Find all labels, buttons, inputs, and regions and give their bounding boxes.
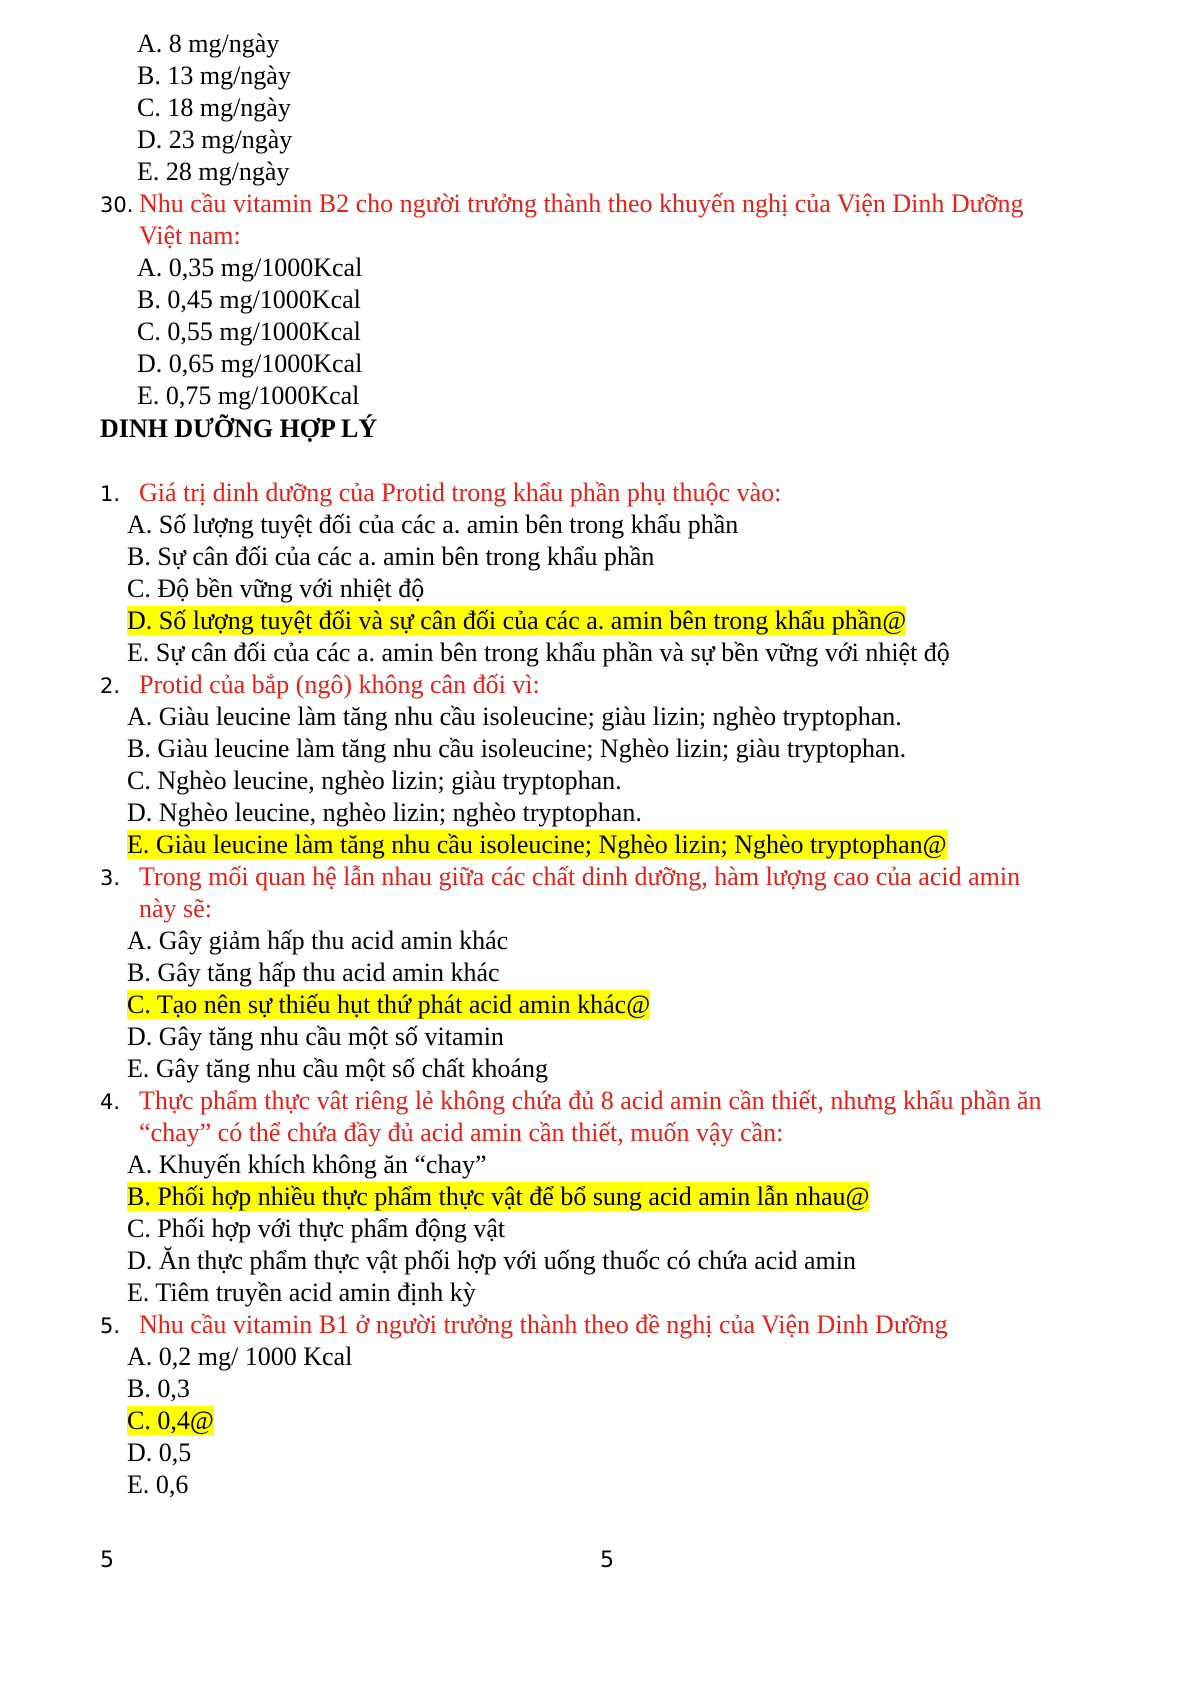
option-line: E. 0,6 — [127, 1470, 189, 1499]
option-line: C. 18 mg/ngày — [137, 93, 291, 122]
option-line: A. Khuyến khích không ăn “chay” — [127, 1150, 487, 1179]
option-line: C. Độ bền vững với nhiệt độ — [127, 574, 425, 603]
option-line: B. Sự cân đối của các a. amin bên trong khẩu phần — [127, 542, 655, 571]
option-line: D. Nghèo leucine, nghèo lizin; nghèo tryptophan. — [127, 798, 642, 827]
question-text: này sẽ: — [139, 894, 212, 923]
option-line: E. 28 mg/ngày — [137, 157, 290, 186]
option-line: D. Ăn thực phẩm thực vật phối hợp với uống thuốc có chứa acid amin — [127, 1246, 857, 1275]
question-number: 4. — [100, 1090, 121, 1114]
question-number: 30. — [100, 193, 134, 217]
option-line: E. Sự cân đối của các a. amin bên trong khẩu phần và sự bền vững với nhiệt độ — [127, 638, 950, 667]
question-text: Giá trị dinh dưỡng của Protid trong khẩu phần phụ thuộc vào: — [139, 478, 782, 507]
option-line: E. 0,75 mg/1000Kcal — [137, 381, 360, 410]
question-text: Nhu cầu vitamin B1 ở người trưởng thành theo đề nghị của Viện Dinh Dưỡng — [139, 1310, 948, 1339]
footer-page-number-center: 5 — [600, 1548, 614, 1573]
option-line: C. Nghèo leucine, nghèo lizin; giàu tryptophan. — [127, 766, 622, 795]
option-line: A. 0,2 mg/ 1000 Kcal — [127, 1342, 353, 1371]
option-line: C. 0,55 mg/1000Kcal — [137, 317, 361, 346]
question-text: Thực phẩm thực vât riêng lẻ không chứa đủ 8 acid amin cần thiết, nhưng khẩu phần ăn — [139, 1086, 1042, 1115]
question-number: 3. — [100, 866, 121, 890]
option-line: B. Giàu leucine làm tăng nhu cầu isoleucine; Nghèo lizin; giàu tryptophan. — [127, 734, 907, 763]
correct-answer — [127, 989, 650, 1021]
correct-answer — [127, 1181, 869, 1213]
question-text: “chay” có thể chứa đầy đủ acid amin cần thiết, muốn vậy cần: — [139, 1118, 784, 1147]
question-text: Protid của bắp (ngô) không cân đối vì: — [139, 670, 540, 699]
highlighted-answer: C. Tạo nên sự thiếu hụt thứ phát acid amin khác@ — [127, 990, 651, 1019]
correct-answer — [127, 605, 906, 637]
question-number: 5. — [100, 1314, 121, 1338]
option-line: B. 0,3 — [127, 1374, 190, 1403]
question-number: 2. — [100, 674, 121, 698]
option-line: A. 8 mg/ngày — [137, 29, 280, 58]
correct-answer — [127, 829, 947, 861]
highlighted-answer: B. Phối hợp nhiều thực phẩm thực vật để bổ sung acid amin lẫn nhau@ — [127, 1182, 870, 1211]
footer-page-number-left: 5 — [100, 1548, 114, 1573]
question-text: Nhu cầu vitamin B2 cho người trưởng thành theo khuyến nghị của Viện Dinh Dưỡng — [139, 189, 1024, 218]
option-line: D. 0,65 mg/1000Kcal — [137, 349, 363, 378]
section-heading: DINH DƯỠNG HỢP LÝ — [100, 414, 378, 443]
correct-answer — [127, 1405, 214, 1437]
highlighted-answer: D. Số lượng tuyệt đối và sự cân đối của các a. amin bên trong khẩu phần@ — [127, 606, 907, 635]
question-number: 1. — [100, 482, 121, 506]
question-text: Trong mối quan hệ lẫn nhau giữa các chất dinh dưỡng, hàm lượng cao của acid amin — [139, 862, 1021, 891]
option-line: B. 0,45 mg/1000Kcal — [137, 285, 361, 314]
question-text: Việt nam: — [139, 221, 241, 250]
option-line: E. Tiêm truyền acid amin định kỳ — [127, 1278, 476, 1307]
option-line: A. Giàu leucine làm tăng nhu cầu isoleucine; giàu lizin; nghèo tryptophan. — [127, 702, 902, 731]
highlighted-answer: E. Giàu leucine làm tăng nhu cầu isoleucine; Nghèo lizin; Nghèo tryptophan@ — [127, 830, 947, 859]
option-line: D. 23 mg/ngày — [137, 125, 293, 154]
option-line: D. Gây tăng nhu cầu một số vitamin — [127, 1022, 504, 1051]
option-line: D. 0,5 — [127, 1438, 192, 1467]
option-line: A. Gây giảm hấp thu acid amin khác — [127, 926, 509, 955]
option-line: E. Gây tăng nhu cầu một số chất khoáng — [127, 1054, 548, 1083]
option-line: A. 0,35 mg/1000Kcal — [137, 253, 363, 282]
option-line: B. 13 mg/ngày — [137, 61, 291, 90]
option-line: B. Gây tăng hấp thu acid amin khác — [127, 958, 500, 987]
option-line: C. Phối hợp với thực phẩm động vật — [127, 1214, 506, 1243]
option-line: A. Số lượng tuyệt đối của các a. amin bên trong khẩu phần — [127, 510, 739, 539]
highlighted-answer: C. 0,4@ — [127, 1406, 214, 1435]
